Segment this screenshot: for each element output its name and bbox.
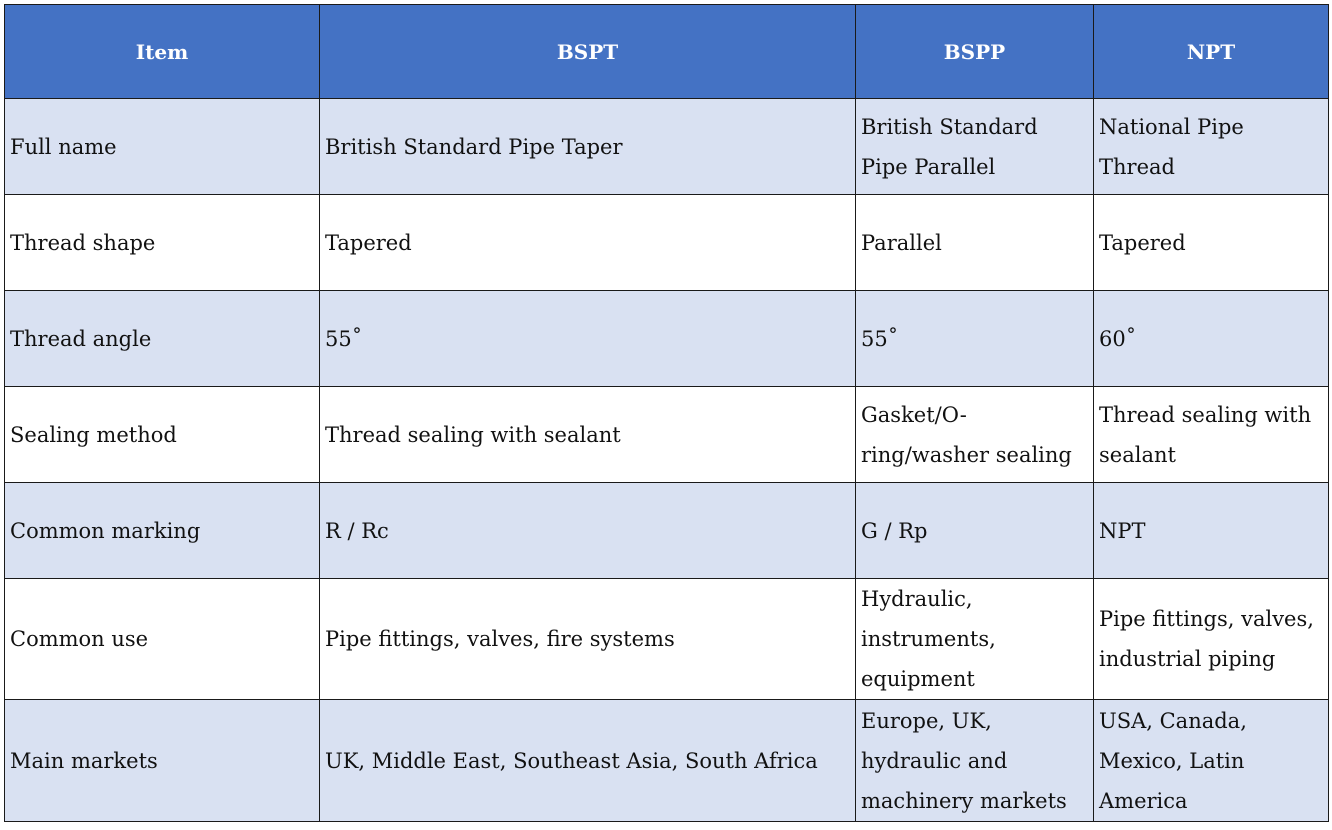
cell-bspp: Hydraulic, instruments, equipment (856, 579, 1094, 700)
cell-bspt: Thread sealing with sealant (320, 387, 856, 483)
header-bspt: BSPT (320, 5, 856, 99)
row-label-sealing-method: Sealing method (5, 387, 320, 483)
row-label-thread-shape: Thread shape (5, 195, 320, 291)
table-row (5, 99, 1329, 195)
cell-bspp: 55˚ (856, 291, 1094, 387)
cell-npt: 60˚ (1094, 291, 1329, 387)
row-label-common-use: Common use (5, 579, 320, 700)
table-row (5, 387, 1329, 483)
table-row (5, 483, 1329, 579)
header-item: Item (5, 5, 320, 99)
row-label-common-marking: Common marking (5, 483, 320, 579)
cell-bspt: 55˚ (320, 291, 856, 387)
cell-npt: National Pipe Thread (1094, 99, 1329, 195)
thread-comparison-table (4, 4, 1329, 822)
table-row (5, 195, 1329, 291)
cell-bspp: Europe, UK, hydraulic and machinery markets (856, 700, 1094, 822)
cell-bspt: Pipe fittings, valves, fire systems (320, 579, 856, 700)
header-npt: NPT (1094, 5, 1329, 99)
cell-npt: Thread sealing with sealant (1094, 387, 1329, 483)
row-label-thread-angle: Thread angle (5, 291, 320, 387)
cell-bspp: Gasket/O-ring/washer sealing (856, 387, 1094, 483)
cell-bspt: Tapered (320, 195, 856, 291)
cell-bspt: UK, Middle East, Southeast Asia, South Africa (320, 700, 856, 822)
table-row (5, 700, 1329, 822)
cell-bspt: British Standard Pipe Taper (320, 99, 856, 195)
cell-npt: USA, Canada, Mexico, Latin America (1094, 700, 1329, 822)
cell-npt: NPT (1094, 483, 1329, 579)
table-row (5, 291, 1329, 387)
cell-npt: Tapered (1094, 195, 1329, 291)
cell-bspt: R / Rc (320, 483, 856, 579)
header-bspp: BSPP (856, 5, 1094, 99)
table-body (5, 99, 1329, 822)
row-label-main-markets: Main markets (5, 700, 320, 822)
cell-npt: Pipe fittings, valves, industrial piping (1094, 579, 1329, 700)
header-row (5, 5, 1329, 99)
table-row (5, 579, 1329, 700)
cell-bspp: G / Rp (856, 483, 1094, 579)
row-label-full-name: Full name (5, 99, 320, 195)
cell-bspp: British Standard Pipe Parallel (856, 99, 1094, 195)
cell-bspp: Parallel (856, 195, 1094, 291)
table-header (5, 5, 1329, 99)
